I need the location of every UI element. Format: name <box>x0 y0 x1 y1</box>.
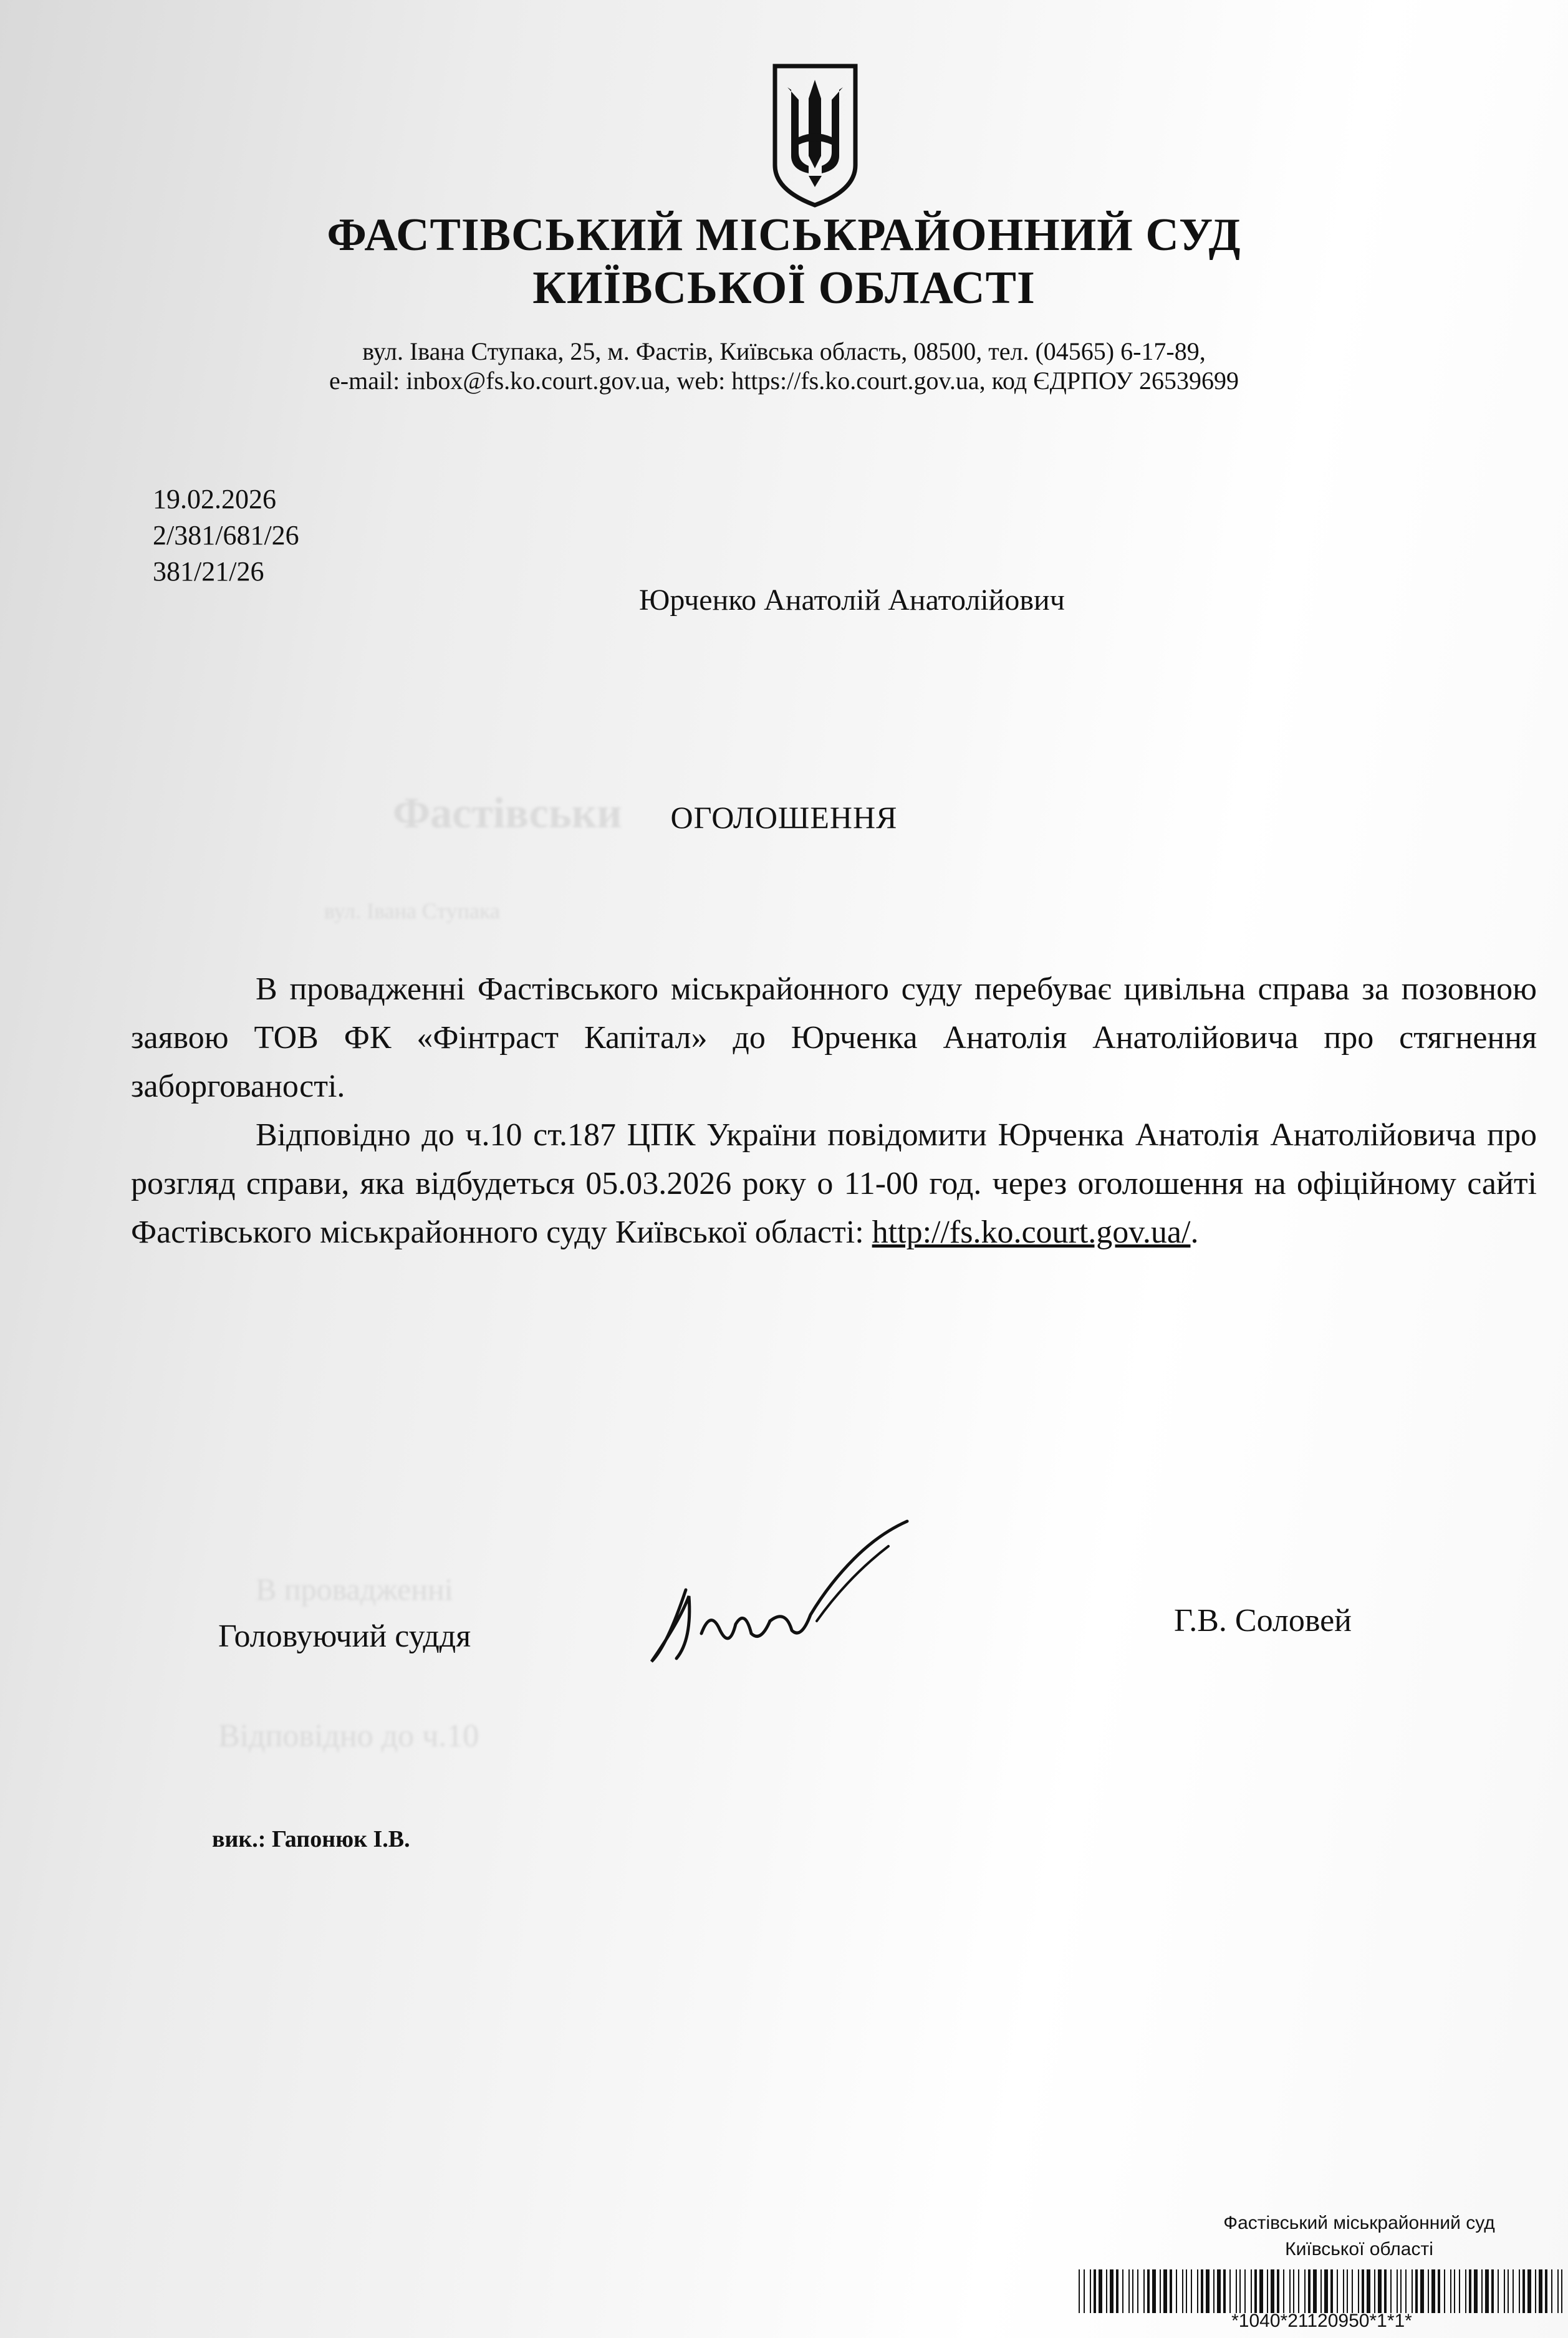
barcode-bar <box>1313 2269 1317 2313</box>
document-date: 19.02.2026 <box>153 484 276 514</box>
judge-name: Г.В. Соловей <box>1174 1603 1352 1638</box>
barcode-bar <box>1236 2269 1237 2313</box>
barcode-bar <box>1206 2269 1210 2313</box>
barcode-bar <box>1330 2269 1333 2313</box>
barcode-bar <box>1352 2269 1353 2313</box>
barcode-bar <box>1170 2269 1172 2313</box>
barcode-bar <box>1557 2269 1559 2313</box>
barcode-bar <box>1431 2269 1435 2313</box>
barcode-bar <box>1223 2269 1226 2313</box>
notice-paragraph-2-text: Відповідно до ч.10 ст.187 ЦПК України повідомити Юрченка Анатолія Анатолійовича про розгляд справи, яка відбудеться 05.03.2026 року о 11-00 год. через оголошення на офіційному сайті Фастівського міськрайонного суду Київської області: <box>131 1117 1537 1250</box>
barcode-bar <box>1160 2269 1161 2313</box>
barcode-bar <box>1271 2269 1274 2313</box>
barcode-bar <box>1304 2269 1306 2313</box>
barcode-bar <box>1132 2269 1133 2313</box>
barcode-bar <box>1539 2269 1542 2313</box>
barcode-bar <box>1347 2269 1348 2313</box>
barcode-bar <box>1324 2269 1328 2313</box>
barcode-bar <box>1090 2269 1091 2313</box>
barcode-bar <box>1337 2269 1338 2313</box>
barcode-bar <box>1362 2269 1364 2313</box>
barcode-bar <box>1428 2269 1429 2313</box>
barcode-bar <box>1143 2269 1145 2313</box>
barcode-bar <box>1378 2269 1382 2313</box>
barcode-bar <box>1191 2269 1192 2313</box>
barcode-bar <box>1412 2269 1413 2313</box>
barcode-bar <box>1163 2269 1167 2313</box>
barcode-bar <box>1454 2269 1455 2313</box>
registry-court-region: Київської області <box>1285 2239 1433 2259</box>
barcode-bar <box>1239 2269 1241 2313</box>
court-name-line2: КИЇВСЬКОЇ ОБЛАСТІ <box>532 262 1036 314</box>
court-name-line1: ФАСТІВСЬКИЙ МІСЬКРАЙОННИЙ СУД <box>327 209 1241 261</box>
notice-title: ОГОЛОШЕННЯ <box>670 800 898 835</box>
barcode-bar <box>1106 2269 1107 2313</box>
barcode-bar <box>1254 2269 1257 2313</box>
barcode-bar <box>1084 2269 1085 2313</box>
notice-paragraph-2-end: . <box>1190 1215 1199 1250</box>
barcode-bar <box>1415 2269 1418 2313</box>
barcode-bar <box>1343 2269 1344 2313</box>
registry-stamp <box>1166 2210 1552 2263</box>
barcode-bar <box>1320 2269 1322 2313</box>
barcode-bar <box>1283 2269 1284 2313</box>
court-address: вул. Івана Ступака, 25, м. Фастів, Київська область, 08500, тел. (04565) 6-17-89, <box>362 337 1206 365</box>
barcode-bar <box>1384 2269 1387 2313</box>
barcode-bar <box>1099 2269 1102 2313</box>
barcode-bar <box>1094 2269 1096 2313</box>
barcode <box>1079 2269 1565 2313</box>
barcode-bar <box>1485 2269 1489 2313</box>
barcode-bar <box>1358 2269 1359 2313</box>
barcode-bar <box>1519 2269 1520 2313</box>
trident-emblem-icon <box>770 62 860 209</box>
court-website-link[interactable]: http://fs.ko.court.gov.ua/ <box>872 1215 1191 1250</box>
outgoing-number: 381/21/26 <box>153 556 264 587</box>
barcode-number: *1040*21120950*1*1* <box>1231 2311 1412 2331</box>
barcode-bar <box>1116 2269 1118 2313</box>
handwritten-signature <box>642 1515 923 1677</box>
barcode-bar <box>1498 2269 1499 2313</box>
barcode-bar <box>1444 2269 1445 2313</box>
barcode-bar <box>1128 2269 1130 2313</box>
barcode-bar <box>1182 2269 1183 2313</box>
court-contacts: e-mail: inbox@fs.ko.court.gov.ua, web: https://fs.ko.court.gov.ua, код ЄДРПОУ 26539699 <box>329 367 1239 395</box>
barcode-bar <box>1535 2269 1536 2313</box>
barcode-bar <box>1527 2269 1531 2313</box>
barcode-bar <box>1420 2269 1424 2313</box>
barcode-bar <box>1459 2269 1460 2313</box>
barcode-bar <box>1390 2269 1392 2313</box>
bleed-through-address: вул. Івана Ступака <box>324 898 500 923</box>
addressee: Юрченко Анатолій Анатолійович <box>639 584 1065 617</box>
barcode-bar <box>1197 2269 1198 2313</box>
barcode-bar <box>1405 2269 1407 2313</box>
case-number: 2/381/681/26 <box>153 520 299 551</box>
barcode-bar <box>1217 2269 1221 2313</box>
barcode-bar <box>1491 2269 1494 2313</box>
barcode-bar <box>1267 2269 1268 2313</box>
barcode-bar <box>1152 2269 1156 2313</box>
barcode-bar <box>1513 2269 1514 2313</box>
barcode-bar <box>1176 2269 1177 2313</box>
barcode-bar <box>1397 2269 1398 2313</box>
barcode-bar <box>1289 2269 1291 2313</box>
barcode-bar <box>1147 2269 1150 2313</box>
executor: вик.: Гапонюк І.В. <box>212 1826 410 1852</box>
barcode-bar <box>1400 2269 1402 2313</box>
registry-court-name: Фастівський міськрайонний суд <box>1223 2213 1495 2233</box>
barcode-bar <box>1122 2269 1123 2313</box>
barcode-bar <box>1110 2269 1113 2313</box>
barcode-bar <box>1259 2269 1263 2313</box>
barcode-bar <box>1308 2269 1311 2313</box>
barcode-bar <box>1229 2269 1231 2313</box>
barcode-bar <box>1186 2269 1187 2313</box>
barcode-bar <box>1561 2269 1562 2313</box>
barcode-bar <box>1551 2269 1552 2313</box>
document-references <box>153 481 299 590</box>
barcode-bar <box>1545 2269 1547 2313</box>
barcode-bar <box>1438 2269 1440 2313</box>
barcode-bar <box>1079 2269 1080 2313</box>
barcode-bar <box>1522 2269 1525 2313</box>
barcode-bar <box>1469 2269 1471 2313</box>
bleed-through-paragraph-2: Відповідно до ч.10 <box>218 1718 479 1754</box>
barcode-bar <box>1251 2269 1252 2313</box>
barcode-bar <box>1201 2269 1203 2313</box>
notice-paragraph-2 <box>131 1111 1537 1257</box>
barcode-bar <box>1367 2269 1370 2313</box>
barcode-bar <box>1481 2269 1483 2313</box>
notice-body <box>131 965 1537 1257</box>
barcode-bar <box>1374 2269 1375 2313</box>
barcode-bar <box>1293 2269 1294 2313</box>
barcode-bar <box>1244 2269 1246 2313</box>
bleed-through-title: Фастівськи <box>393 789 622 837</box>
barcode-bar <box>1474 2269 1478 2313</box>
barcode-bar <box>1137 2269 1138 2313</box>
presiding-judge-role: Головуючий суддя <box>218 1619 471 1654</box>
barcode-bar <box>1450 2269 1451 2313</box>
barcode-bar <box>1504 2269 1505 2313</box>
notice-paragraph-1: В провадженні Фастівського міськрайонного суду перебуває цивільна справа за позовною заявою ТОВ ФК «Фінтраст Капітал» до Юрченка Анатолія Анатолійовича про стягнення заборгованості. <box>131 971 1537 1104</box>
barcode-bar <box>1508 2269 1509 2313</box>
barcode-bar <box>1277 2269 1279 2313</box>
bleed-through-paragraph: В провадженні <box>256 1572 453 1607</box>
barcode-bar <box>1298 2269 1299 2313</box>
barcode-bar <box>1213 2269 1214 2313</box>
barcode-bar <box>1465 2269 1466 2313</box>
